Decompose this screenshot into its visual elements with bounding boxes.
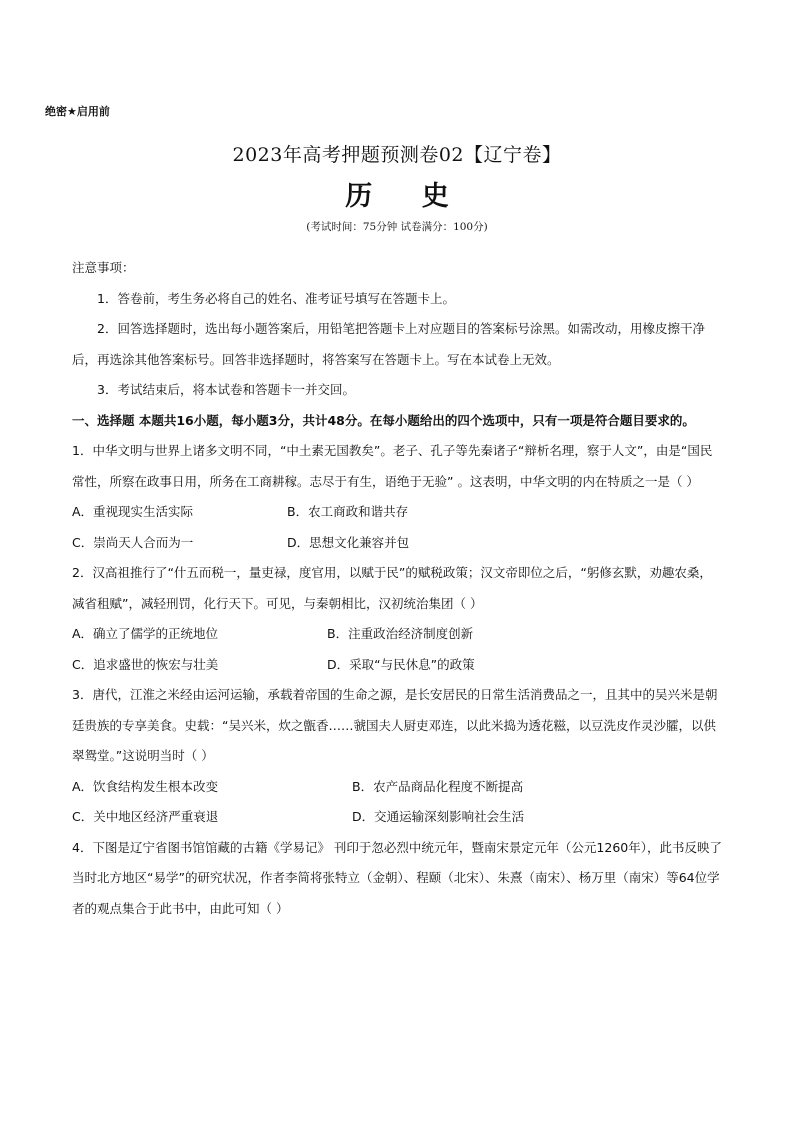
question-2-options-row-1: [72, 619, 724, 650]
notice-item-2: 2．回答选择题时，选出每小题答案后，用铅笔把答题卡上对应题目的答案标号涂黑。如需改动，用橡皮擦干净后，再选涂其他答案标号。回答非选择题时，将答案写在答题卡上。写在本试卷上无效。: [72, 321, 705, 367]
question-4-stem: 4．下图是辽宁省图书馆馆藏的古籍《学易记》 刊印于忽必烈中统元年，暨南宋景定元年（公元1260年），此书反映了当时北方地区“易学”的研究状况，作者李简将张特立（金朝）、程颐（北宋）、朱熹（南宋）、杨万里（南宋）等64位学者的观点集合于此书中，由此可知（ ）: [72, 839, 722, 916]
question-1-option-a: A．重视现实生活实际: [72, 504, 194, 519]
exam-info: (考试时间：75分钟 试卷满分：100分): [306, 221, 488, 233]
question-1-stem: 1．中华文明与世界上诸多文明不同，“中土素无国教矣”。老子、孔子等先秦诸子“辩析名理，察于人文”，由是“国民常性，所察在政事日用，所务在工商耕稼。志尽于有生，语绝于无验” 。这表明，中华文明的内在特质之一是（ ）: [72, 443, 713, 489]
question-1-option-c: C．崇尚天人合而为一: [72, 534, 194, 550]
question-3-option-a: A．饮食结构发生根本改变: [72, 778, 219, 794]
notice-item-1: 1．答卷前，考生务必将自己的姓名、准考证号填写在答题卡上。: [97, 290, 455, 306]
question-2-option-d: D．采取“与民休息”的政策: [327, 656, 475, 672]
section-heading: 一、选择题 本题共16小题，每小题3分，共计48分。在每小题给出的四个选项中，只有一项是符合题目要求的。: [72, 412, 695, 428]
question-1-options-row-1: [72, 497, 724, 528]
exam-title: 2023年高考押题预测卷02【辽宁卷】: [232, 144, 562, 166]
question-3-option-c: C．关中地区经济严重衰退: [72, 809, 219, 824]
question-3-options-row-2: [72, 802, 724, 833]
question-3-stem: 3．唐代，江淮之米经由运河运输，承载着帝国的生命之源，是长安居民的日常生活消费品之一，且其中的吴兴米是朝廷贵族的专享美食。史载：“吴兴米，炊之甑香……虢国夫人厨吏邓连，以此米捣为透花糍，以豆洗皮作灵沙臛，以供翠鸳堂。”这说明当时（ ）: [72, 687, 718, 763]
notice-item-3: 3．考试结束后，将本试卷和答题卡一并交回。: [97, 382, 355, 397]
confidential-label: 绝密★启用前: [45, 105, 110, 118]
question-1-option-b: B．农工商政和谐共存: [287, 504, 409, 519]
question-2-option-a: A．确立了儒学的正统地位: [72, 626, 219, 641]
question-2-option-b: B．注重政治经济制度创新: [327, 626, 474, 641]
question-3-option-b: B．农产品商品化程度不断提高: [352, 778, 524, 794]
question-1-option-d: D．思想文化兼容并包: [287, 534, 410, 550]
question-1-options-row-2: [72, 528, 724, 559]
question-2-stem: 2．汉高祖推行了“什五而税一，量吏禄，度官用，以赋于民”的赋税政策；汉文帝即位之后，“躬修玄默，劝趣农桑，减省租赋”，减轻刑罚，化行天下。可见，与秦朝相比，汉初统治集团（ ）: [72, 565, 712, 611]
notice-heading: 注意事项：: [72, 260, 135, 275]
question-3-option-d: D．交通运输深刻影响社会生活: [352, 809, 525, 824]
question-2-option-c: C．追求盛世的恢宏与壮美: [72, 656, 219, 672]
question-2-options-row-2: [72, 650, 724, 681]
exam-body: [72, 253, 724, 924]
subject-title: 历 史: [345, 181, 469, 212]
question-3-options-row-1: [72, 772, 724, 803]
